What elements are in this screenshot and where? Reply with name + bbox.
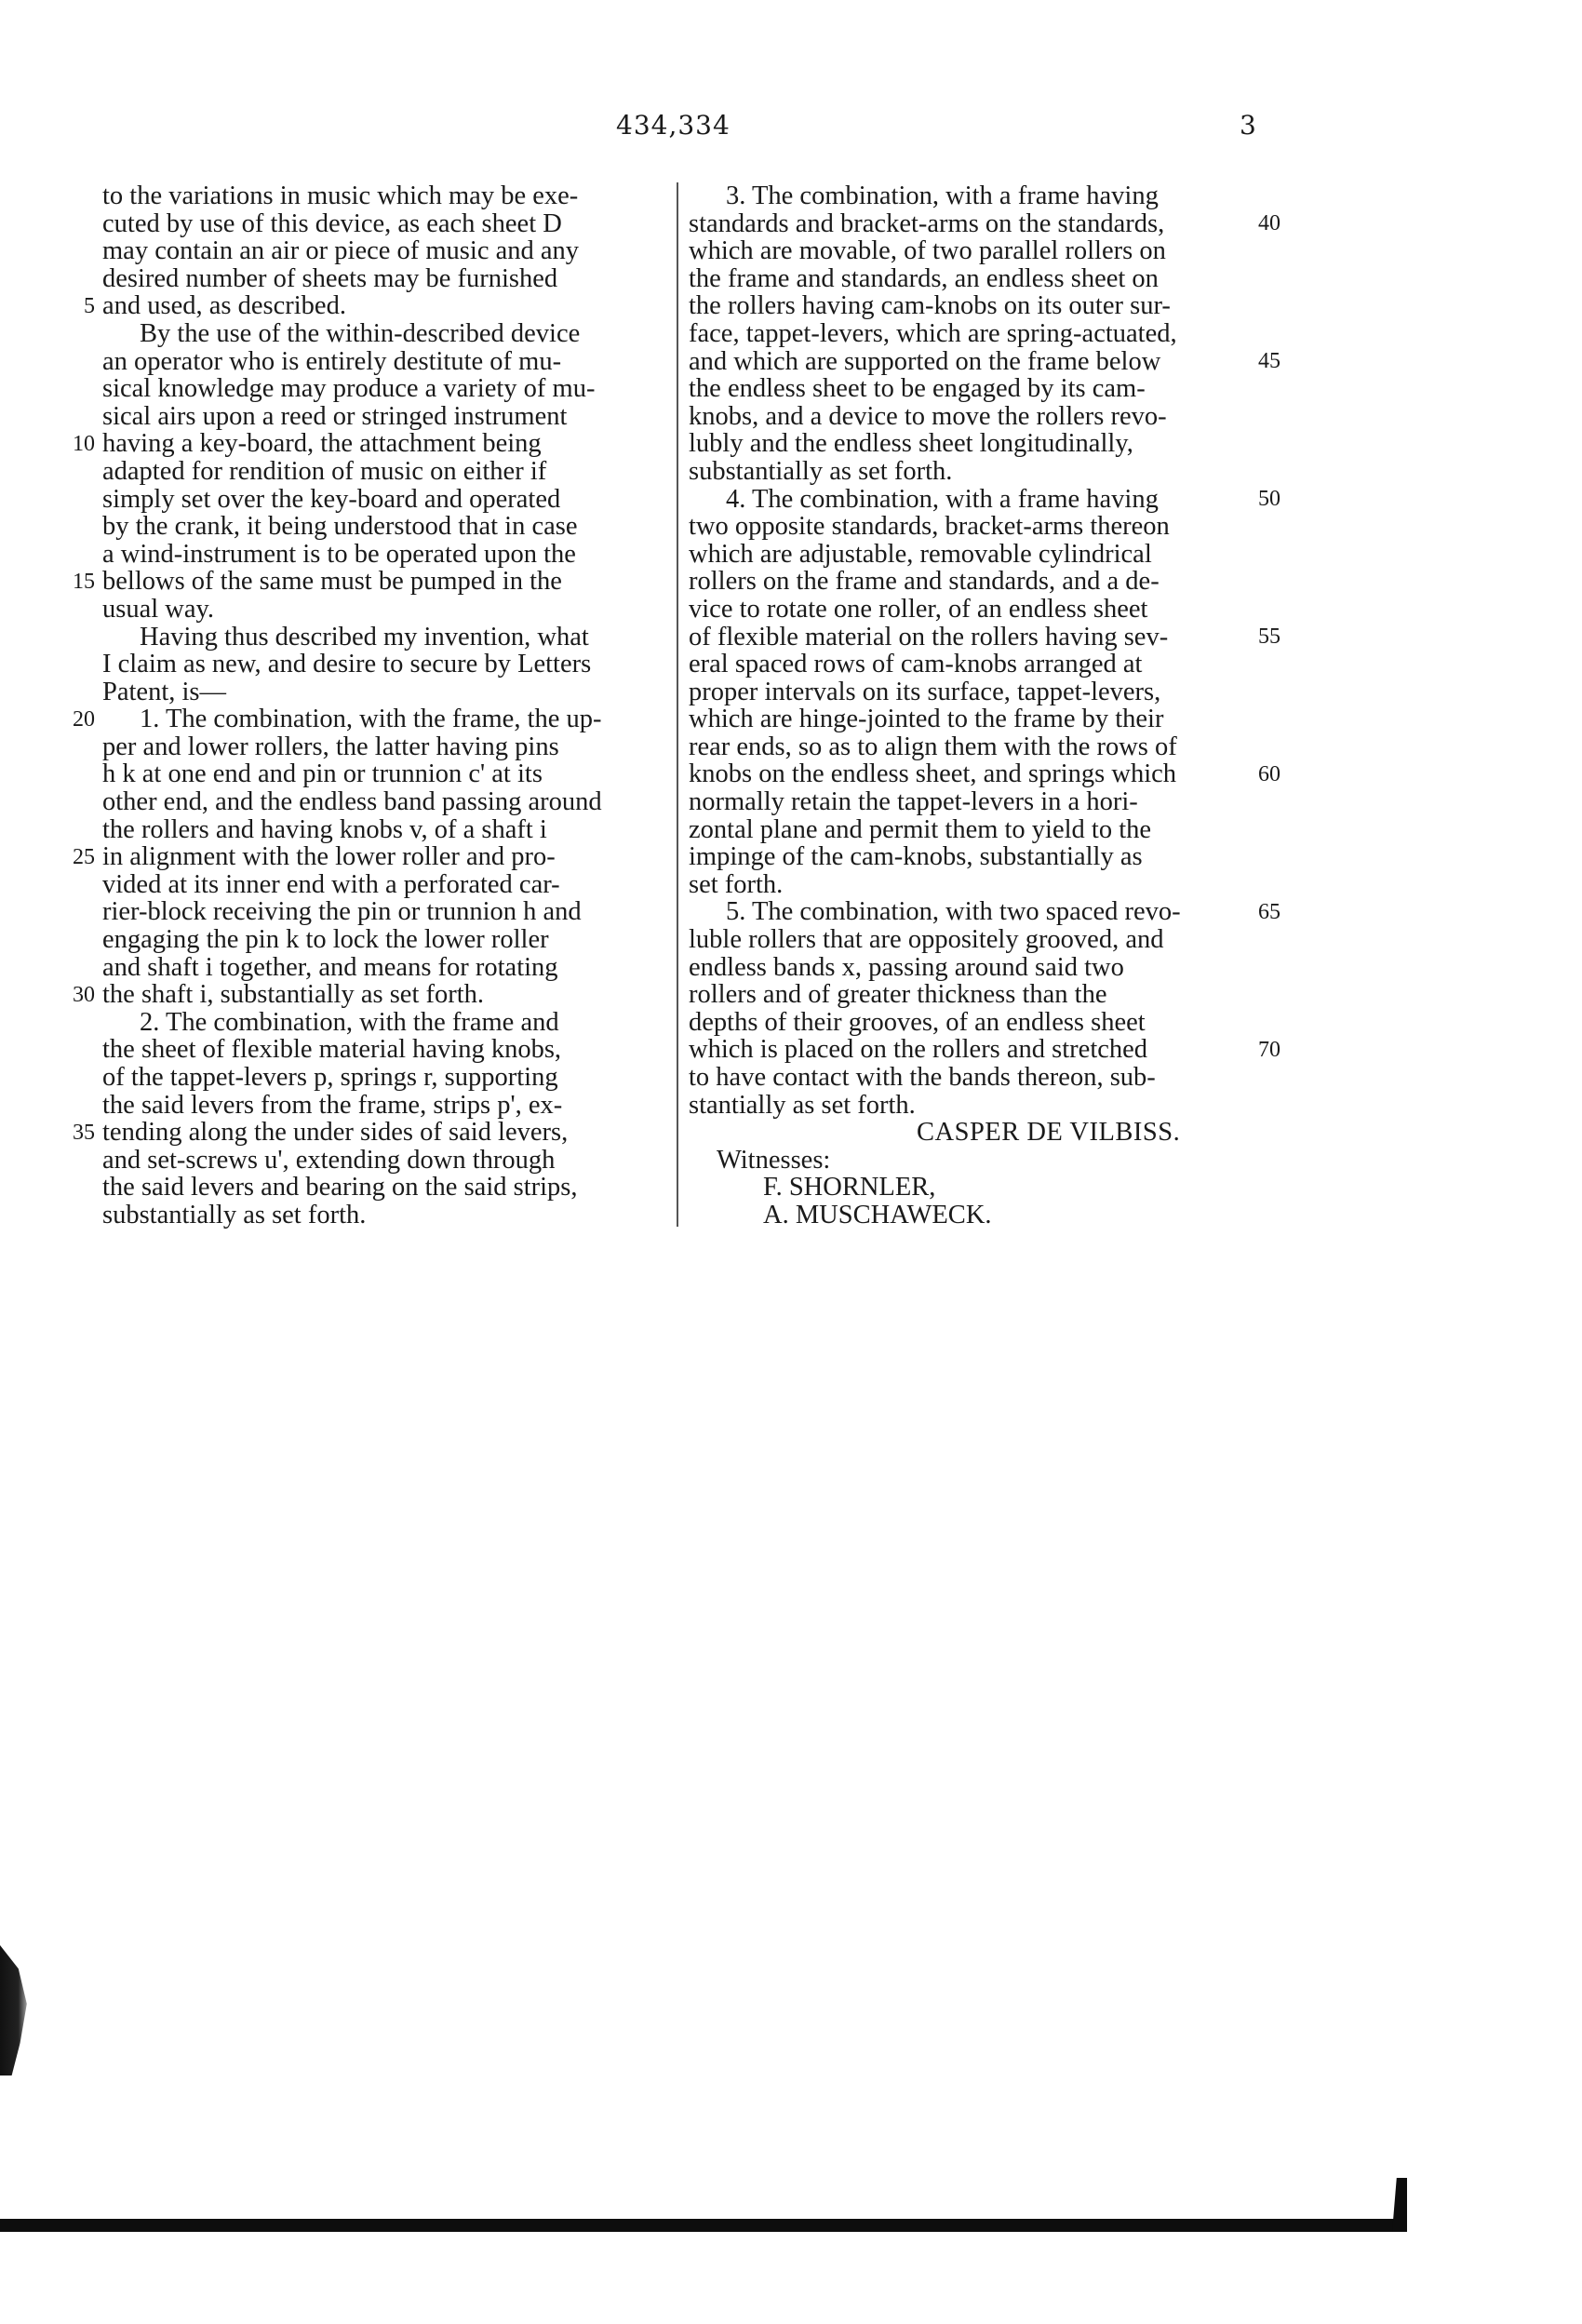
text-line: sical knowledge may produce a variety of mu- xyxy=(102,374,596,404)
witness-name: F. SHORNLER, xyxy=(763,1173,936,1202)
text-line: engaging the pin k to lock the lower roller xyxy=(102,925,549,955)
margin-line-number: 25 xyxy=(73,845,95,869)
text-line: standards and bracket-arms on the standards, xyxy=(689,208,1165,238)
margin-line-number: 50 xyxy=(1258,487,1280,511)
text-line: normally retain the tappet-levers in a hori- xyxy=(689,787,1138,817)
margin-line-number: 60 xyxy=(1258,762,1280,786)
text-line: the sheet of flexible material having knobs, xyxy=(102,1035,562,1065)
text-line: impinge of the cam-knobs, substantially as xyxy=(689,842,1143,872)
text-line: h k at one end and pin or trunnion c' at its xyxy=(102,759,543,789)
text-line: By the use of the within-described device xyxy=(140,318,581,348)
text-line: endless bands x, passing around said two xyxy=(689,952,1124,982)
text-line: vided at its inner end with a perforated car- xyxy=(102,869,560,899)
right-column xyxy=(689,182,1247,1229)
text-line: substantially as set forth. xyxy=(102,1200,367,1229)
text-line: Having thus described my invention, what xyxy=(140,622,589,652)
text-line: set forth. xyxy=(689,869,784,899)
text-line: the frame and standards, an endless sheet on xyxy=(689,263,1159,293)
margin-line-number: 40 xyxy=(1258,211,1280,235)
text-line: may contain an air or piece of music and any xyxy=(102,236,580,266)
text-line: desired number of sheets may be furnished xyxy=(102,263,558,293)
text-line: face, tappet-levers, which are spring-actuated, xyxy=(689,318,1177,348)
text-line: having a key-board, the attachment being xyxy=(102,429,542,459)
margin-line-number: 55 xyxy=(1258,625,1280,649)
page-number: 3 xyxy=(1240,110,1257,141)
margin-line-number: 65 xyxy=(1258,900,1280,924)
left-column xyxy=(102,182,670,1229)
text-line: tending along the under sides of said levers, xyxy=(102,1118,569,1148)
scan-edge-mark xyxy=(0,1945,34,2075)
text-line: bellows of the same must be pumped in the xyxy=(102,567,562,597)
text-line: usual way. xyxy=(102,594,215,624)
text-line: the rollers and having knobs v, of a shaft i xyxy=(102,814,547,844)
text-line: other end, and the endless band passing around xyxy=(102,787,602,817)
text-line: by the crank, it being understood that in case xyxy=(102,512,578,542)
margin-line-number: 45 xyxy=(1258,349,1280,373)
text-line: luble rollers that are oppositely grooved, and xyxy=(689,925,1164,955)
text-line: knobs, and a device to move the rollers revo- xyxy=(689,401,1167,431)
text-line: simply set over the key-board and operated xyxy=(102,484,561,514)
text-line: the shaft i, substantially as set forth. xyxy=(102,980,485,1010)
text-line: an operator who is entirely destitute of mu- xyxy=(102,346,562,376)
margin-line-number: 15 xyxy=(73,570,95,594)
margin-line-number: 10 xyxy=(73,432,95,456)
claim-1-start: 1. The combination, with the frame, the up- xyxy=(140,705,602,734)
text-line: to have contact with the bands thereon, sub- xyxy=(689,1063,1156,1092)
text-line: stantially as set forth. xyxy=(689,1090,916,1120)
text-line: the said levers from the frame, strips p', ex- xyxy=(102,1090,563,1120)
text-line: cuted by use of this device, as each sheet D xyxy=(102,208,562,238)
text-line: per and lower rollers, the latter having pins xyxy=(102,732,559,761)
patent-number: 434,334 xyxy=(616,110,731,141)
claim-2-start: 2. The combination, with the frame and xyxy=(140,1007,559,1037)
text-line: which are adjustable, removable cylindrical xyxy=(689,539,1152,569)
text-line: rear ends, so as to align them with the rows of xyxy=(689,732,1177,761)
text-line: depths of their grooves, of an endless sheet xyxy=(689,1007,1146,1037)
text-line: and set-screws u', extending down through xyxy=(102,1145,556,1175)
text-line: two opposite standards, bracket-arms thereon xyxy=(689,512,1170,542)
bottom-rule xyxy=(0,2219,1407,2232)
witness-name: A. MUSCHAWECK. xyxy=(763,1200,992,1229)
column-divider xyxy=(677,182,678,1227)
text-line: rollers on the frame and standards, and a de- xyxy=(689,567,1160,597)
text-line: rier-block receiving the pin or trunnion h and xyxy=(102,897,582,927)
text-line: the endless sheet to be engaged by its cam- xyxy=(689,374,1146,404)
text-line: which are hinge-jointed to the frame by their xyxy=(689,705,1164,734)
margin-line-number: 35 xyxy=(73,1121,95,1145)
text-line: and which are supported on the frame below xyxy=(689,346,1161,376)
margin-line-number: 70 xyxy=(1258,1038,1280,1062)
text-line: zontal plane and permit them to yield to the xyxy=(689,814,1152,844)
text-line: substantially as set forth. xyxy=(689,456,953,486)
text-line: in alignment with the lower roller and pro- xyxy=(102,842,556,872)
text-line: and used, as described. xyxy=(102,291,346,321)
margin-line-number: 30 xyxy=(73,983,95,1007)
text-line: the said levers and bearing on the said strips, xyxy=(102,1173,578,1202)
text-line: I claim as new, and desire to secure by Letters xyxy=(102,650,592,679)
text-line: the rollers having cam-knobs on its outer sur- xyxy=(689,291,1171,321)
text-line: vice to rotate one roller, of an endless sheet xyxy=(689,594,1148,624)
text-line: knobs on the endless sheet, and springs which xyxy=(689,759,1177,789)
margin-line-number: 5 xyxy=(84,294,95,318)
witnesses-label: Witnesses: xyxy=(717,1145,831,1175)
text-line: rollers and of greater thickness than the xyxy=(689,980,1107,1010)
bottom-rule-notch xyxy=(1392,2178,1407,2232)
text-line: adapted for rendition of music on either if xyxy=(102,456,547,486)
claim-4-start: 4. The combination, with a frame having xyxy=(726,484,1159,514)
text-line: which is placed on the rollers and stretched xyxy=(689,1035,1148,1065)
claim-5-start: 5. The combination, with two spaced revo- xyxy=(726,897,1181,927)
claim-3-start: 3. The combination, with a frame having xyxy=(726,181,1159,210)
text-line: to the variations in music which may be exe- xyxy=(102,181,579,210)
inventor-signature: CASPER DE VILBISS. xyxy=(917,1118,1181,1148)
text-line: eral spaced rows of cam-knobs arranged at xyxy=(689,650,1143,679)
text-line: which are movable, of two parallel rollers on xyxy=(689,236,1166,266)
text-line: of flexible material on the rollers having sev- xyxy=(689,622,1169,652)
text-line: proper intervals on its surface, tappet-levers, xyxy=(689,677,1161,706)
text-line: of the tappet-levers p, springs r, supporting xyxy=(102,1063,558,1092)
text-line: a wind-instrument is to be operated upon the xyxy=(102,539,576,569)
text-line: sical airs upon a reed or stringed instrument xyxy=(102,401,568,431)
margin-line-number: 20 xyxy=(73,707,95,732)
text-line: lubly and the endless sheet longitudinally, xyxy=(689,429,1133,459)
text-line: and shaft i together, and means for rotating xyxy=(102,952,558,982)
text-line: Patent, is— xyxy=(102,677,226,706)
